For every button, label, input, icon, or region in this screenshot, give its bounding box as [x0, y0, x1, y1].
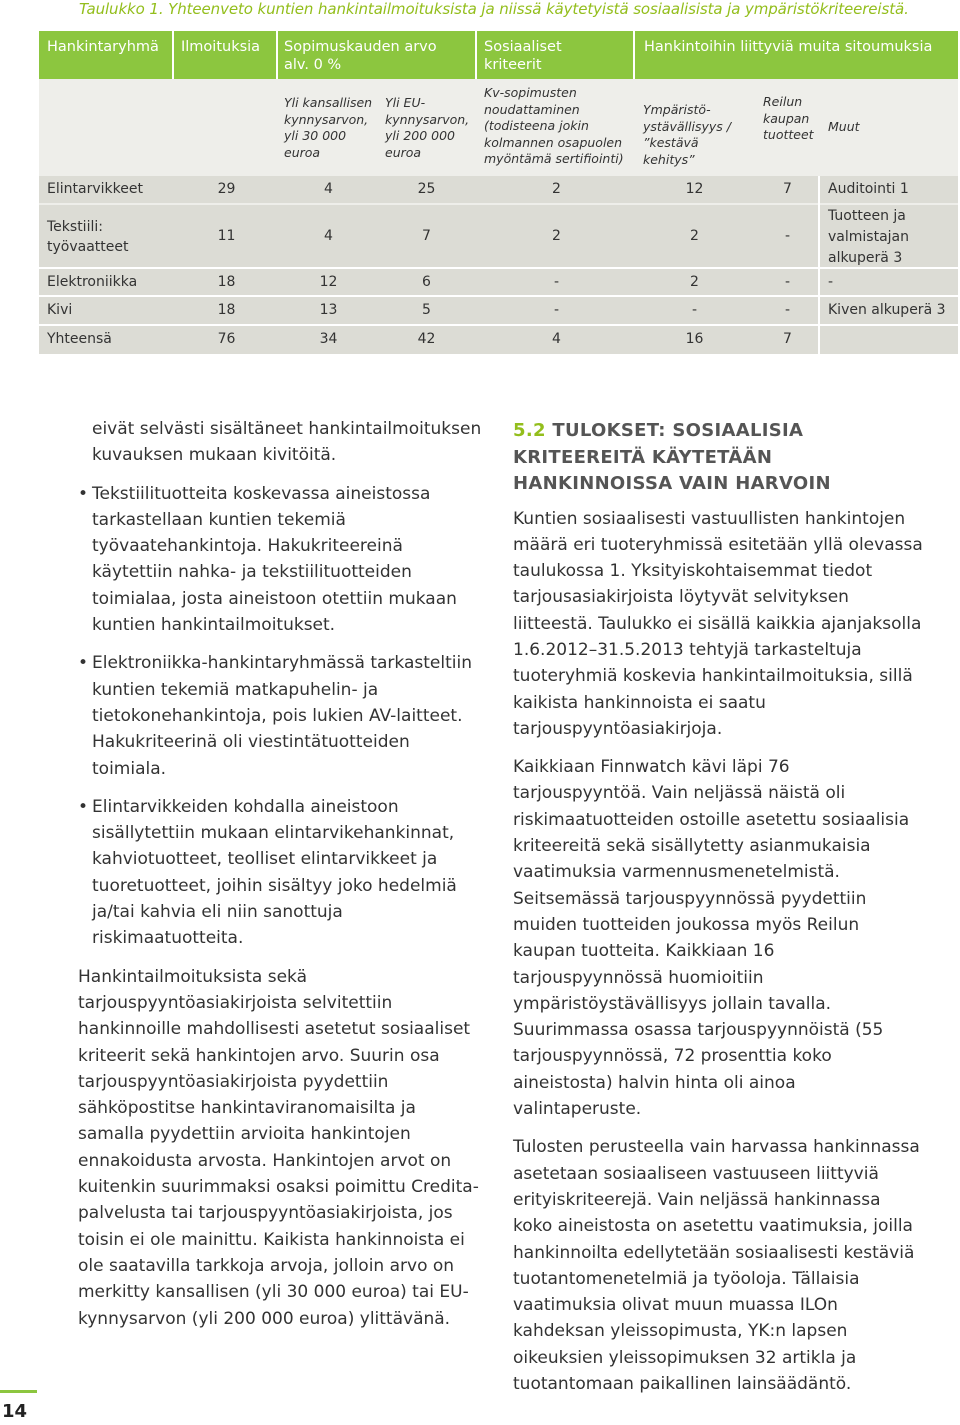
row-env: 2 [690, 274, 699, 290]
subheader-kv: Kv-sopimusten noudattaminen (todisteena jokin kolmannen osapuolen myöntämä sertifiointi) [484, 85, 624, 166]
row-fair: - [784, 274, 791, 290]
row-eu: 7 [422, 228, 431, 244]
bullet-icon: • [78, 483, 89, 504]
row-group: Yhteensä [47, 331, 112, 347]
table-divider [475, 31, 477, 79]
row-env: 16 [685, 331, 704, 347]
row-env: - [691, 302, 698, 318]
paragraph: Kuntien sosiaalisesti vastuullisten hankintojen määrä eri tuoteryhmissä esitetään yllä olevassa taulukossa 1. Yksityiskohtaisemmat tiedot tarjousasiakirjoista löytyvät selvityksen liitteestä. Taulukko ei sisällä kaikkia ajanjaksolla 1.6.2012–31.5.2013 tehtyjä tarkasteltuja tuoteryhmiä koskevia hankintailmoituksia, sillä kaikista hankinnoista ei saatu tarjouspyyntöasiakirjoja. [513, 508, 923, 739]
subheader-fair: Reilun kaupan tuotteet [763, 94, 814, 142]
row-kv: 2 [552, 181, 561, 197]
row-group: Elektroniikka [47, 274, 138, 290]
header-social: Sosiaaliset kriteerit [484, 39, 562, 73]
row-notices: 29 [217, 181, 236, 197]
header-group: Hankintaryhmä [47, 39, 159, 55]
row-fair: 7 [783, 331, 792, 347]
page-number: 14 [0, 1390, 37, 1425]
section-heading: 5.2 TULOKSET: SOSIAALISIA KRITEEREITÄ KÄYTETÄÄN HANKINNOISSA VAIN HARVOIN [513, 420, 831, 494]
row-national: 12 [319, 274, 338, 290]
row-other: - [828, 274, 834, 290]
paragraph: Kaikkiaan Finnwatch kävi läpi 76 tarjouspyyntöä. Vain neljässä näistä oli riskimaatuotteiden ostoille asetettu sosiaalisia kriteereitä sekä sisällytetty asianmukaisia vaatimuksia varmennusmenetelmistä. Seitsemässä tarjouspyynnössä pyydettiin muiden tuotteiden joukossa myös Reilun kaupan tuotteita. Kaikkiaan 16 tarjouspyynnössä huomioitiin ympäristöystävällisyys jollain tavalla. Suurimmassa osassa tarjouspyynnöistä (55 tarjouspyynnössä, 72 prosenttia koko aineistosta) halvin hinta oli ainoa valintaperuste. [513, 757, 910, 1120]
table-divider [172, 31, 174, 79]
left-column [78, 416, 483, 1344]
row-kv: - [553, 274, 560, 290]
subheader-national: Yli kansallisen kynnysarvon, yli 30 000 euroa [284, 95, 373, 160]
row-env: 2 [690, 228, 699, 244]
row-fair: - [784, 302, 791, 318]
row-notices: 18 [217, 302, 236, 318]
row-notices: 18 [217, 274, 236, 290]
paragraph: Tulosten perusteella vain harvassa hankinnassa asetetaan sosiaaliseen vastuuseen liittyviä erityiskriteerejä. Vain neljässä hankinnassa koko aineistosta on asetettu vaatimuksia, joilla hankinnoilta edellytetään sosiaalisesti kestäviä tuotantomenetelmiä ja työoloja. Tällaisia vaatimuksia olivat muun muassa ILOn kahdeksan yleissopimusta, YK:n lapsen oikeuksien yleissopimuksen 32 artikla ja tuotantomaan paikallinen lainsäädäntö. [513, 1137, 920, 1394]
row-other: Auditointi 1 [828, 181, 909, 197]
row-fair: 7 [783, 181, 792, 197]
row-kv: 2 [552, 228, 561, 244]
table-divider [276, 31, 278, 79]
table-row [39, 176, 958, 203]
row-national: 4 [324, 228, 333, 244]
table-divider [633, 31, 635, 79]
paragraph: Hankintailmoituksista sekä tarjouspyyntöasiakirjoista selvitettiin hankinnoille mahdollisesti asetetut sosiaaliset kriteerit sekä hankintojen arvo. Suurin osa tarjouspyyntöasiakirjoista pyydettiin sähköpostitse hankintaviranomaisilta ja samalla pyydettiin arvioita hankintojen ennakoidusta arvosta. Hankintojen arvot on kuitenkin suurimmaksi osaksi poimittu Credita-palvelusta tai tarjouspyyntöasiakirjoista, jos toisin ei ole mainittu. Kaikista hankinnoista ei ole saatavilla tarkkoja arvoja, jolloin arvo on merkitty kansallisen (yli 30 000 euroa) tai EU-kynnysarvon (yli 200 000 euroa) ylittävänä. [78, 966, 479, 1329]
row-other: Tuotteen ja valmistajan alkuperä 3 [828, 208, 909, 266]
right-column [513, 418, 923, 1409]
header-commitments: Hankintoihin liittyviä muita sitoumuksia [644, 39, 933, 55]
row-eu: 42 [417, 331, 436, 347]
row-notices: 11 [217, 228, 236, 244]
table-row [39, 205, 958, 267]
table-row [39, 269, 958, 295]
row-kv: - [553, 302, 560, 318]
row-group: Kivi [47, 302, 73, 318]
row-notices: 76 [217, 331, 236, 347]
table-caption: Taulukko 1. Yhteenveto kuntien hankintailmoituksista ja niissä käytetyistä sosiaalisista ja ympäristökriteereistä. [79, 0, 909, 18]
row-group: Tekstiili: työvaatteet [47, 219, 129, 255]
header-value: Sopimuskauden arvo alv. 0 % [284, 39, 437, 73]
row-national: 13 [319, 302, 338, 318]
row-other: Kiven alkuperä 3 [828, 302, 946, 318]
row-national: 34 [319, 331, 338, 347]
bullet-icon: • [78, 653, 89, 674]
bullet-icon: • [78, 796, 89, 817]
bullet-item: • Elektroniikka-hankintaryhmässä tarkasteltiin kuntien tekemiä matkapuhelin- ja tietokonehankintoja, pois lukien AV-laitteet. Hakukriteerinä oli viestintätuotteiden toimiala. [78, 650, 483, 781]
row-eu: 25 [417, 181, 436, 197]
paragraph: eivät selvästi sisältäneet hankintailmoituksen kuvauksen mukaan kivitöitä. [92, 419, 482, 466]
row-group: Elintarvikkeet [47, 181, 143, 197]
row-kv: 4 [552, 331, 561, 347]
bullet-item: • Elintarvikkeiden kohdalla aineistoon sisällytettiin mukaan elintarvikehankinnat, kahviotuotteet, teolliset elintarvikkeet ja tuoretuotteet, joihin sisältyy joko hedelmiä ja/tai kahvia eli niin sanottuja riskimaatuotteita. [78, 794, 483, 952]
bullet-item: • Tekstiilituotteita koskevassa aineistossa tarkastellaan kuntien tekemiä työvaatehankintoja. Hakukriteereinä käytettiin nahka- ja tekstiilituotteiden toimialaa, josta aineistoon otettiin mukaan kuntien hankintailmoitukset. [78, 481, 483, 639]
row-fair: - [784, 228, 791, 244]
table-header [39, 31, 958, 79]
row-national: 4 [324, 181, 333, 197]
table-divider [818, 176, 820, 354]
row-env: 12 [685, 181, 704, 197]
subheader-env: Ympäristö-ystävällisyys / ”kestävä kehitys” [643, 102, 731, 167]
subheader-other: Muut [828, 119, 860, 134]
row-eu: 6 [422, 274, 431, 290]
table-row-total [39, 326, 958, 354]
subheader-eu: Yli EU-kynnysarvon, yli 200 000 euroa [385, 95, 470, 160]
row-eu: 5 [422, 302, 431, 318]
header-notices: Ilmoituksia [181, 39, 261, 55]
table-row [39, 297, 958, 324]
